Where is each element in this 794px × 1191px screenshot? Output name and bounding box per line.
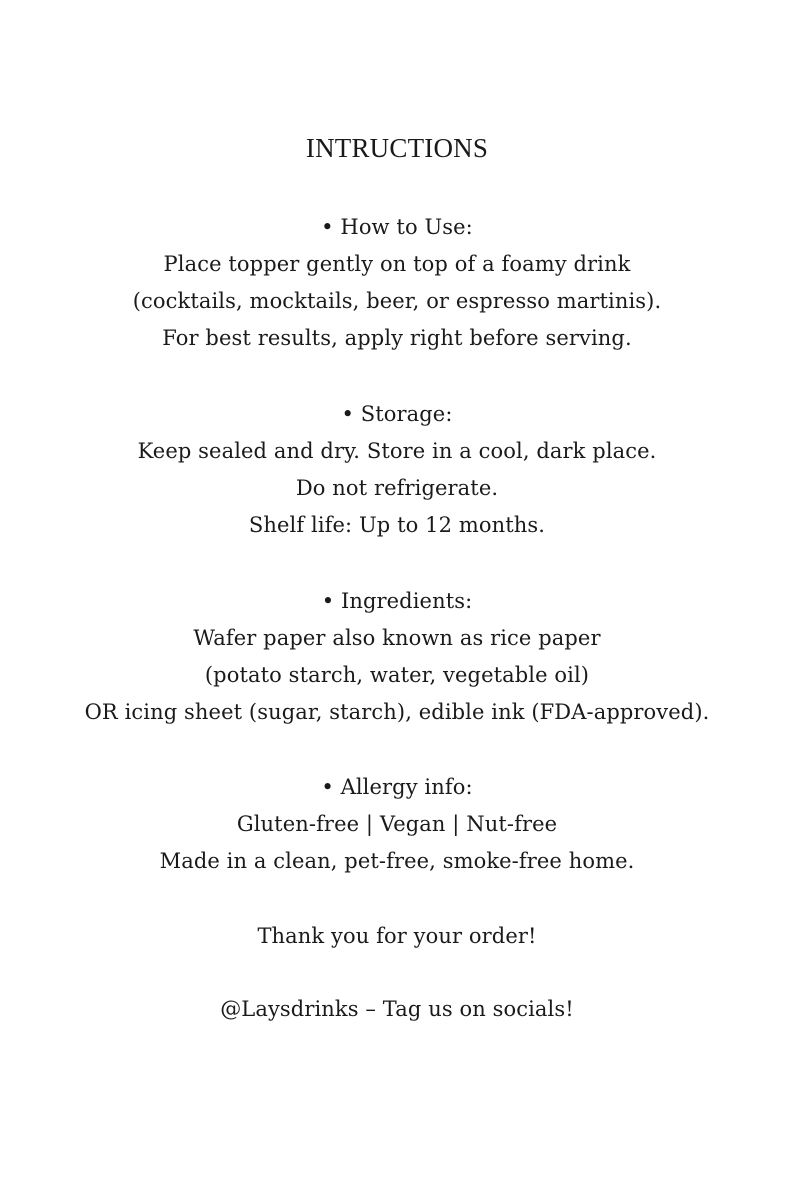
section-line: Do not refrigerate. [295,476,499,500]
thank-you-text: Thank you for your order! [257,924,537,948]
section-heading: • Storage: [341,402,453,426]
section-line: (cocktails, mocktails, beer, or espresso martinis). [132,289,662,313]
section-storage [0,396,794,544]
section-heading: • Ingredients: [321,589,473,613]
section-line: Made in a clean, pet-free, smoke-free home. [159,849,635,873]
social-text: @Laysdrinks – Tag us on socials! [220,997,574,1021]
thank-you-note [0,918,794,955]
section-heading: • Allergy info: [321,775,473,799]
page-title: INTRUCTIONS [305,133,489,163]
social-handle [0,991,794,1028]
section-allergy-info [0,769,794,880]
section-line: Wafer paper also known as rice paper [193,626,601,650]
section-line: OR icing sheet (sugar, starch), edible ink (FDA-approved). [84,700,710,724]
section-line: Gluten-free | Vegan | Nut-free [236,812,558,836]
section-line: (potato starch, water, vegetable oil) [204,663,590,687]
section-line: Place topper gently on top of a foamy drink [163,252,631,276]
section-line: Keep sealed and dry. Store in a cool, dark place. [137,439,657,463]
section-line: For best results, apply right before serving. [162,326,632,350]
section-ingredients [0,583,794,731]
section-line: Shelf life: Up to 12 months. [248,513,546,537]
section-heading: • How to Use: [321,215,473,239]
section-how-to-use [0,209,794,357]
